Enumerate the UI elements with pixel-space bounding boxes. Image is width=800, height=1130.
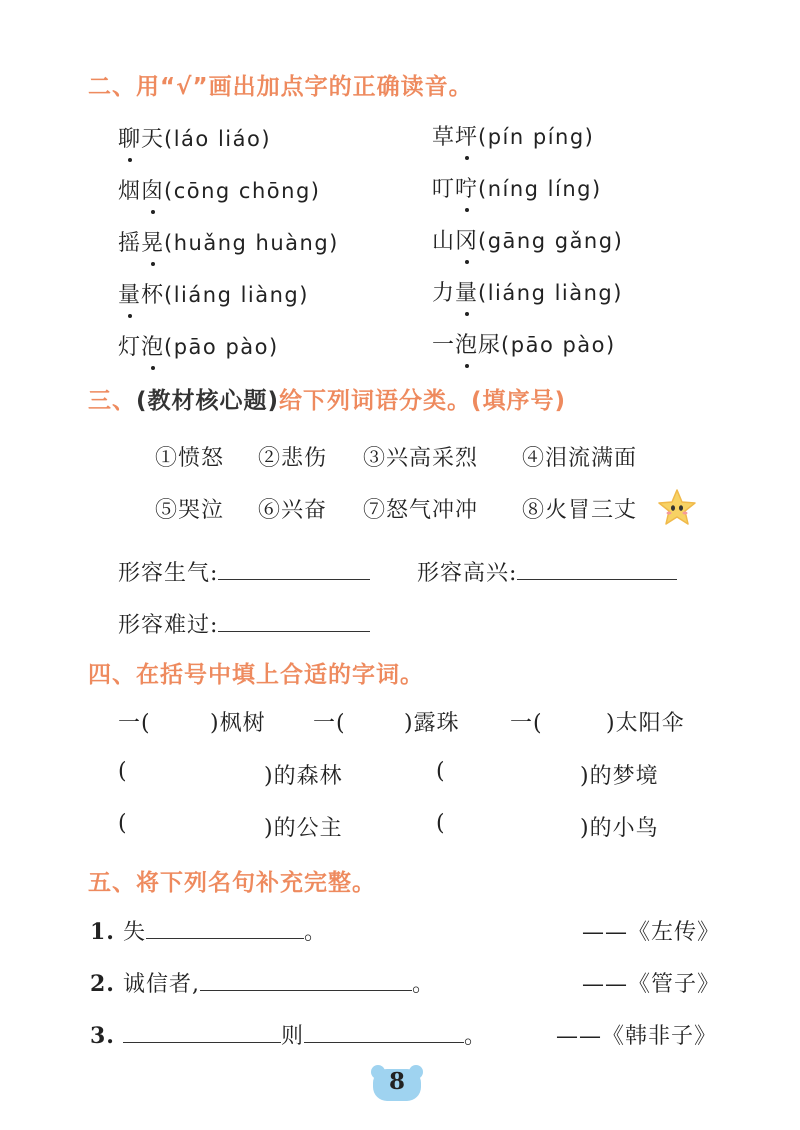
section-3-title: 三、(教材核心题)给下列词语分类。(填序号) (88, 388, 567, 414)
bracket-open: ( (118, 811, 128, 836)
pinyin-item[interactable]: 叮咛(níng líng) (432, 172, 602, 203)
pinyin-item[interactable]: 力量(liáng liàng) (432, 276, 623, 307)
bracket-close-label: )太阳伞 (606, 711, 685, 736)
bracket-open: ( (436, 811, 446, 836)
answer-blank[interactable] (218, 559, 370, 580)
quote-item-2: 2. 诚信者, 。 (90, 971, 435, 997)
bracket-open: 一( (510, 711, 543, 736)
pinyin-item[interactable]: 聊天(láo liáo) (118, 122, 271, 153)
star-icon (656, 488, 698, 528)
word-option: ③兴高采烈 (363, 446, 479, 471)
section-5-title: 五、将下列名句补充完整。 (88, 870, 376, 896)
answer-blank[interactable] (517, 559, 677, 580)
bracket-close-label: )的小鸟 (580, 816, 659, 841)
happy-blank-row: 形容高兴: (417, 556, 677, 587)
word-option: ⑦怒气冲冲 (363, 498, 479, 523)
pinyin-item[interactable]: 山冈(gāng gǎng) (432, 224, 623, 255)
answer-blank[interactable] (146, 918, 304, 939)
quote-source-3: ——《韩非子》 (556, 1024, 718, 1049)
answer-blank[interactable] (218, 611, 370, 632)
pinyin-item[interactable]: 摇晃(huǎng huàng) (118, 226, 339, 257)
bracket-close-label: )的森林 (264, 764, 343, 789)
bracket-open: 一( (118, 711, 151, 736)
word-option: ④泪流满面 (522, 446, 638, 471)
word-option: ②悲伤 (258, 446, 328, 471)
quote-item-1: 1. 失 。 (90, 919, 327, 945)
answer-blank[interactable] (123, 1022, 281, 1043)
angry-blank-row: 形容生气: (118, 556, 370, 587)
pinyin-item[interactable]: 烟囱(cōng chōng) (118, 174, 320, 205)
pinyin-item[interactable]: 一泡尿(pāo pào) (432, 328, 616, 359)
quote-item-3: 3. 则 。 (90, 1023, 487, 1049)
pinyin-item[interactable]: 灯泡(pāo pào) (118, 330, 279, 361)
bracket-close-label: )枫树 (210, 711, 266, 736)
word-option: ⑧火冒三丈 (522, 498, 638, 523)
answer-blank[interactable] (304, 1022, 464, 1043)
page-number-badge (369, 1063, 425, 1103)
pinyin-item[interactable]: 草坪(pín píng) (432, 120, 594, 151)
bracket-open: ( (118, 759, 128, 784)
bracket-close-label: )的梦境 (580, 764, 659, 789)
bracket-open: ( (436, 759, 446, 784)
quote-source-2: ——《管子》 (582, 972, 721, 997)
bracket-open: 一( (313, 711, 346, 736)
bracket-close-label: )的公主 (264, 816, 343, 841)
word-option: ⑤哭泣 (155, 498, 225, 523)
sad-blank-row: 形容难过: (118, 608, 370, 639)
page-number: 8 (388, 1068, 405, 1095)
word-option: ⑥兴奋 (258, 498, 328, 523)
bracket-close-label: )露珠 (404, 711, 460, 736)
answer-blank[interactable] (200, 970, 412, 991)
pinyin-item[interactable]: 量杯(liáng liàng) (118, 278, 309, 309)
section-2-title: 二、用“√”画出加点字的正确读音。 (88, 74, 473, 100)
quote-source-1: ——《左传》 (582, 920, 721, 945)
word-option: ①愤怒 (155, 446, 225, 471)
section-4-title: 四、在括号中填上合适的字词。 (88, 662, 424, 688)
